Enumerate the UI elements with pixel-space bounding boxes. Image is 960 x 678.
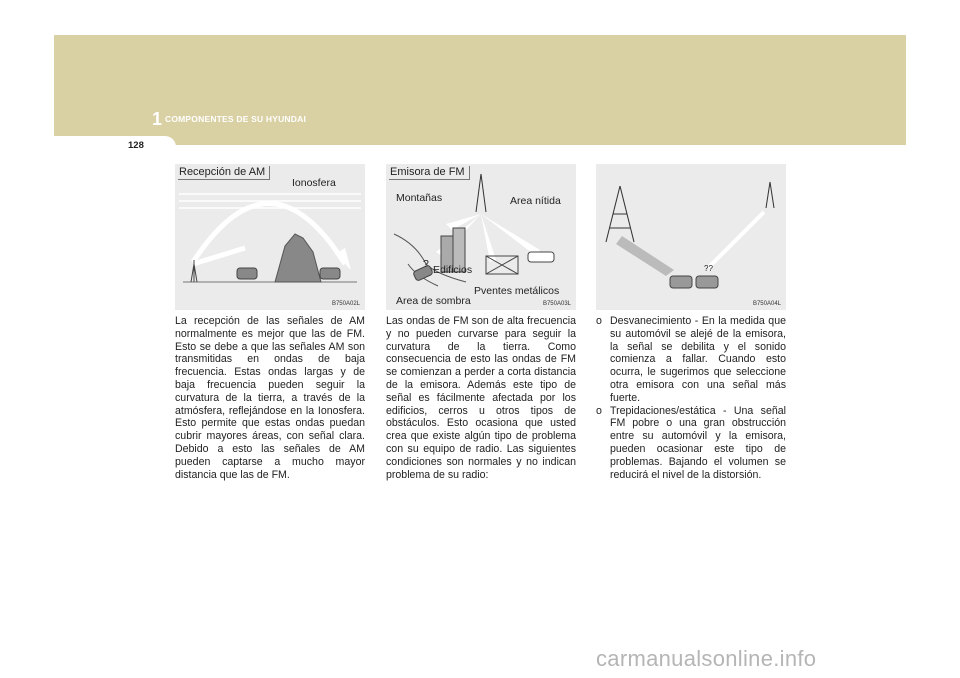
list-item-text: Trepidaciones/estática - Una señal FM pobre o una gran obstrucción entre su automóvil y la emisora, pueden ocasionar este tipo de problemas. Bajando el volumen se reducirá el nivel de la distorsión. bbox=[610, 404, 786, 481]
figure-fading-code: B750A04L bbox=[752, 301, 781, 307]
page-number: 128 bbox=[128, 140, 144, 151]
figure-am-reception bbox=[175, 164, 365, 310]
label-area-sombra: Area de sombra bbox=[396, 295, 471, 307]
page-number-tab bbox=[54, 136, 176, 158]
figure-am-title: Recepción de AM bbox=[178, 166, 270, 180]
watermark: carmanualsonline.info bbox=[596, 646, 817, 671]
fading-illustration bbox=[596, 164, 786, 310]
figure-fm-title: Emisora de FM bbox=[389, 166, 470, 180]
bullet-mark: o bbox=[596, 404, 602, 417]
label-montanas: Montañas bbox=[396, 192, 443, 204]
label-area-nitida: Area nítida bbox=[510, 195, 561, 207]
list-item-desvanecimiento bbox=[596, 315, 786, 405]
label-puentes-metalicos: Pventes metálicos bbox=[474, 285, 560, 297]
label-edificios: Edificios bbox=[433, 264, 473, 276]
figure-fm-fading bbox=[596, 164, 786, 310]
bullet-mark: o bbox=[596, 315, 602, 327]
column-fm-text: Las ondas de FM son de alta frecuencia y no pueden curvarse para seguir la curvatura de la tierra. Como consecuencia de esto las ondas de FM se comienzan a perder a corta distancia de la emisora. Además este tipo de señal es fácilmente afectada por los edificios, cerros u otros tipos de obstáculos. Esto ocasiona que usted crea que existe algún tipo de problema con su equipo de radio. Las siguientes condiciones son normales y no indican problema de su radio: bbox=[386, 315, 576, 481]
figure-fm-code: B750A03L bbox=[542, 301, 571, 307]
chapter-number: 1 bbox=[152, 109, 163, 129]
header-band bbox=[54, 35, 906, 145]
chapter-title: COMPONENTES DE SU HYUNDAI bbox=[165, 114, 307, 124]
list-item-trepidaciones bbox=[596, 405, 786, 482]
label-fading-question-marks: ?? bbox=[704, 264, 713, 273]
column-conditions-list bbox=[596, 315, 786, 481]
list-item-text: Desvanecimiento - En la medida que su automóvil se alejé de la emisora, la señal se debilita y el sonido comienza a fallar. Cuando esto ocurra, le sugerimos que seleccione otra emisora con una señal más fuerte. bbox=[610, 315, 786, 404]
column-am-text: La recepción de las señales de AM normalmente es mejor que las de FM. Esto se debe a que las señales AM son transmitidas en ondas de baja frecuencia. Estas ondas largas y de baja frecuencia pueden seguir la curvatura de la tierra, a través de la atmósfera, reflejándose en la Ionosfera. Esto permite que estas ondas puedan cubrir mayores áreas, con señal clara. Debido a esto las señales de AM pueden captarse a mucho mayor distancia que las de FM. bbox=[175, 315, 365, 481]
am-illustration bbox=[175, 164, 365, 310]
label-question-mark: ? bbox=[423, 258, 429, 270]
figure-fm-station bbox=[386, 164, 576, 310]
figure-am-code: B750A02L bbox=[331, 301, 360, 307]
label-ionosfera: Ionosfera bbox=[292, 177, 336, 189]
